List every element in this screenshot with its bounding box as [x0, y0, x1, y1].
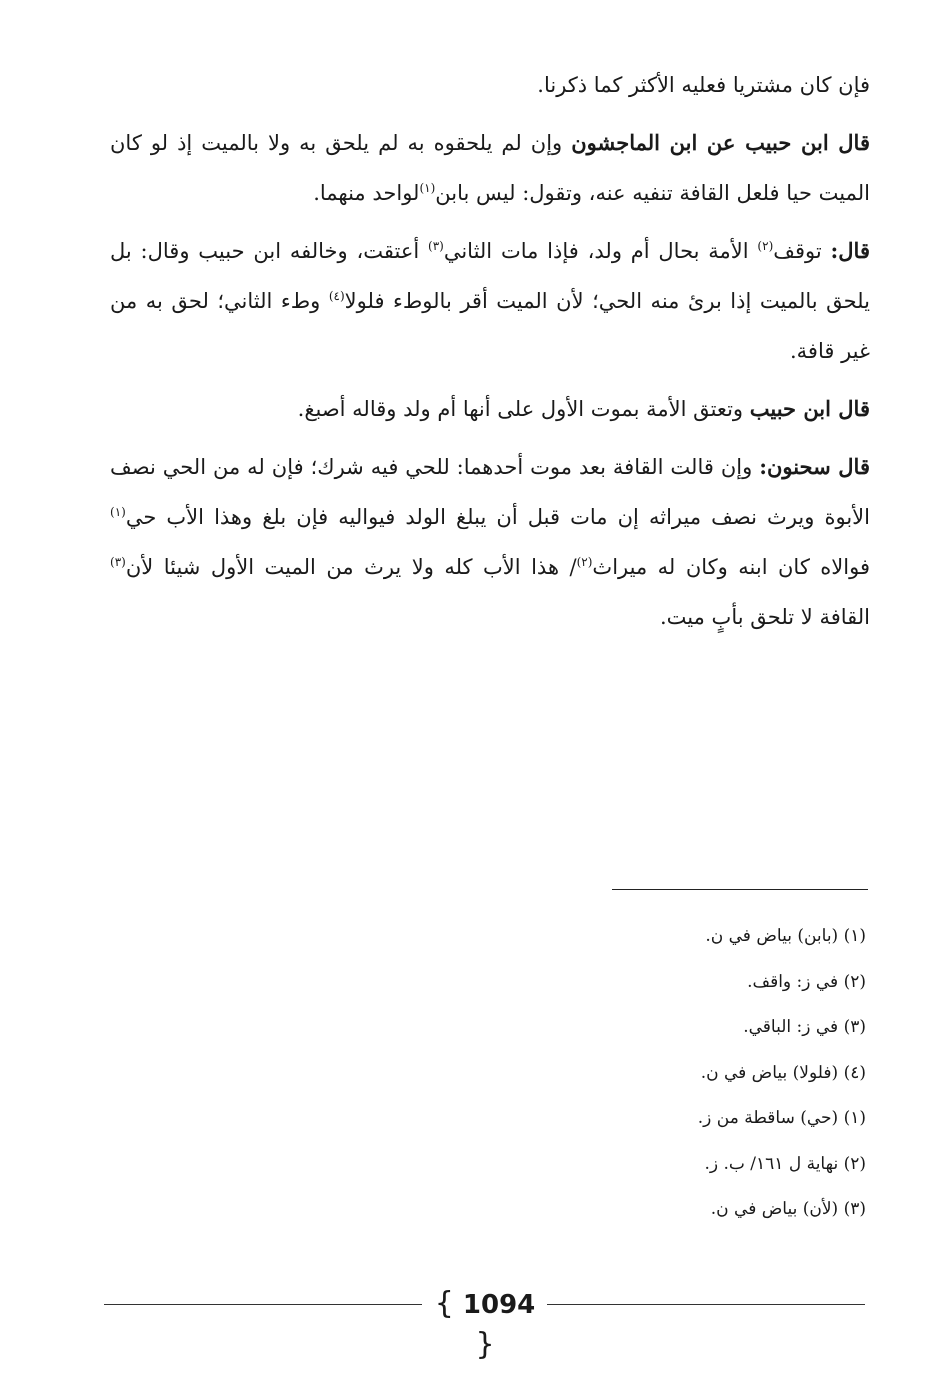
footnote-ref: (٢)	[576, 555, 593, 569]
paragraph-lead: قال:	[830, 238, 870, 263]
paragraph-text: توقف	[773, 239, 831, 263]
main-text	[110, 60, 870, 650]
paragraph-text: فإن كان مشتريا فعليه الأكثر كما ذكرنا.	[537, 73, 870, 97]
paragraph-lead: قال ابن حبيب	[749, 396, 870, 421]
paragraph-text: وتعتق الأمة بموت الأول على أنها أم ولد وقاله أصبغ.	[297, 397, 750, 421]
page-number: 1094	[462, 1290, 536, 1320]
footnote: (٤) (فلولا) بياض في ن.	[700, 1062, 866, 1083]
footnotes	[500, 914, 866, 1233]
paragraph-lead: قال سحنون:	[759, 454, 870, 479]
footnote: (١) (بابن) بياض في ن.	[705, 926, 866, 946]
paragraph-text: فوالاه كان ابنه وكان له ميراث	[592, 555, 871, 579]
paragraph-text: وإن قالت القافة بعد موت أحدهما: للحي فيه شرك؛ فإن له من الحي نصف الأبوة ويرث نصف ميراثه إن مات قبل أن يبلغ الولد فيواليه فإن بلغ وهذا الأب حي	[110, 455, 870, 529]
paragraph	[110, 226, 870, 376]
paragraph-text: لواحد منهما.	[313, 181, 420, 205]
brace-left: {	[434, 1286, 454, 1321]
page-number-box	[425, 1284, 545, 1366]
paragraph	[110, 118, 870, 218]
paragraph-text: وطء الثاني؛ لحق به من غير قافة.	[110, 289, 870, 363]
paragraph	[110, 60, 870, 110]
footnote-ref: (٢)	[757, 239, 774, 253]
paragraph	[110, 384, 870, 434]
paragraph-text: / هذا الأب كله ولا يرث من الميت الأول شيئا لأن	[125, 555, 577, 579]
footnote-ref: (٣)	[110, 555, 126, 569]
footnote: (٢) في ز: واقف.	[747, 971, 866, 992]
footnote: (٢) نهاية ل ١٦١/ ب. ز.	[704, 1153, 866, 1174]
paragraph	[110, 442, 870, 642]
footnote-ref: (١)	[419, 181, 436, 195]
footnote-ref: (٣)	[428, 239, 444, 253]
footnote: (١) (حي) ساقطة من ز.	[697, 1108, 866, 1128]
footnote: (٣) (لأن) بياض في ن.	[710, 1199, 866, 1219]
paragraph-text: الأمة بحال أم ولد، فإذا مات الثاني	[443, 239, 758, 263]
paragraph-text: أعتقت، وخالفه ابن حبيب وقال: بل يلحق بالميت إذا برئ منه الحي؛ لأن الميت أقر بالوطء فلولا	[110, 239, 870, 313]
footnote: (٣) في ز: الباقي.	[743, 1017, 866, 1037]
paragraph-text: وإن لم يلحقوه به لم يلحق به ولا بالميت إذ لو كان الميت حيا فلعل القافة تنفيه عنه، وتقول: ليس بابن	[110, 131, 870, 205]
folio-rule-left	[104, 1304, 422, 1305]
paragraph-lead: قال ابن حبيب عن ابن الماجشون	[571, 130, 870, 155]
footnote-separator	[612, 889, 868, 890]
brace-right: }	[475, 1327, 495, 1362]
footnote-ref: (٤)	[328, 289, 345, 303]
footnote-ref: (١)	[110, 505, 126, 519]
folio-rule-right	[547, 1304, 865, 1305]
paragraph-text: القافة لا تلحق بأبٍ ميت.	[660, 605, 870, 629]
